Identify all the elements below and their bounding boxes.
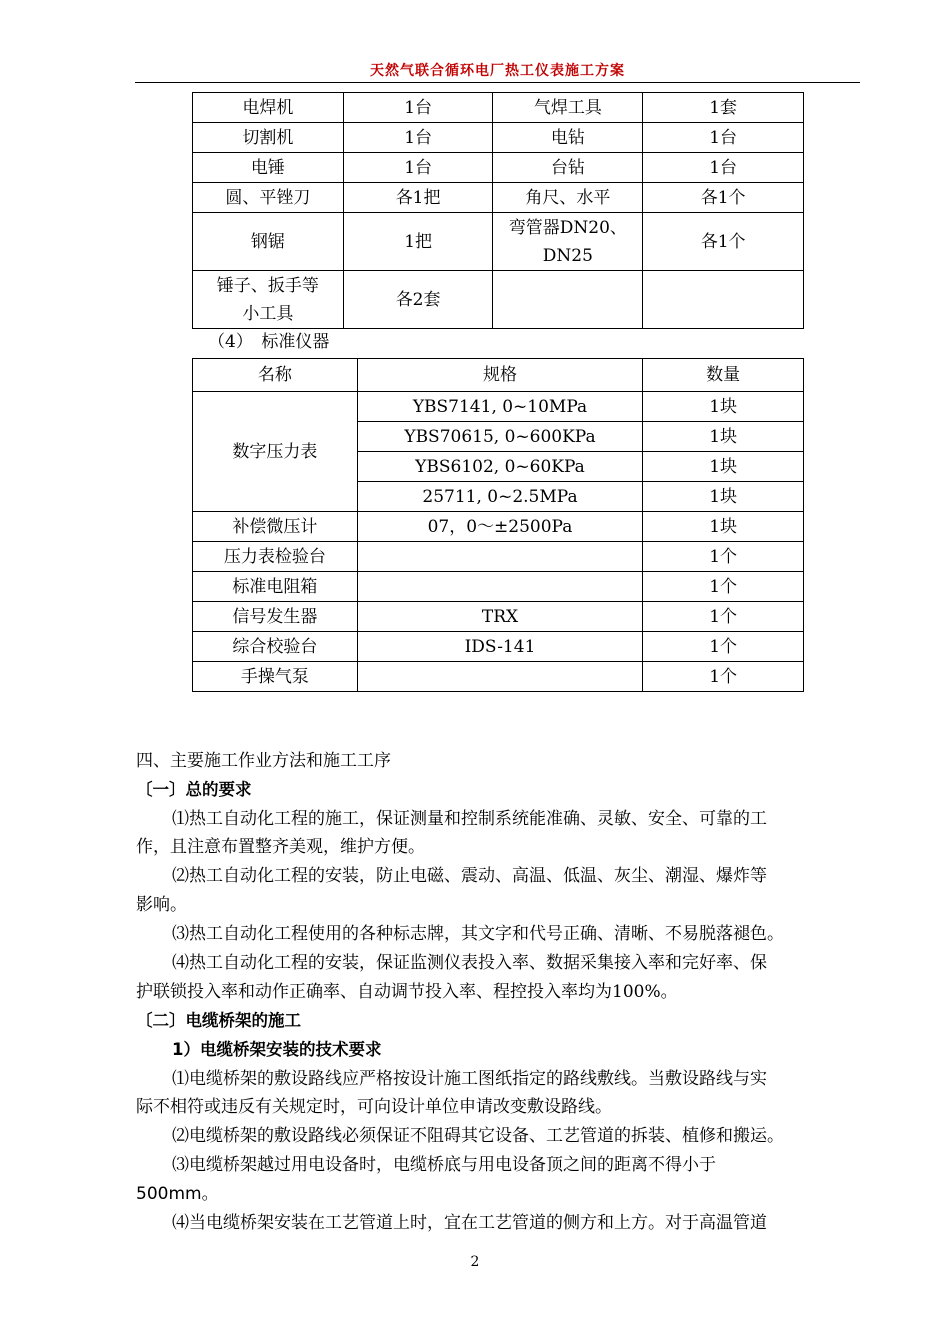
table-cell: 钢锯	[193, 213, 344, 271]
subsection-heading: 1）电缆桥架安装的技术要求	[172, 1040, 382, 1059]
table-cell: 各1把	[343, 183, 493, 213]
cell-line: 弯管器DN20、	[508, 217, 627, 238]
subsection-heading: 〔一〕总的要求	[136, 780, 252, 799]
table-cell: 切割机	[193, 123, 344, 153]
table-cell: 1块	[643, 452, 804, 482]
table-cell: 1个	[643, 542, 804, 572]
table-cell: 1台	[643, 153, 804, 183]
table-cell: 电焊机	[193, 93, 344, 123]
table-cell: TRX	[357, 602, 643, 632]
paragraph-line: ⑵电缆桥架的敷设路线必须保证不阻碍其它设备、工艺管道的拆装、植修和搬运。	[172, 1126, 784, 1146]
paragraph-line: ⑶热工自动化工程使用的各种标志牌，其文字和代号正确、清晰、不易脱落褪色。	[172, 924, 784, 944]
table-cell	[193, 271, 344, 329]
tools-table	[192, 92, 804, 329]
table-cell: 1个	[643, 632, 804, 662]
table-cell	[493, 271, 643, 329]
instruments-section-label: （4） 标准仪器	[208, 332, 330, 352]
column-header: 数量	[643, 359, 804, 392]
page-number: 2	[470, 1254, 480, 1270]
table-row	[193, 183, 804, 213]
subsection-heading: 〔二〕电缆桥架的施工	[136, 1011, 301, 1030]
paragraph-line: 作，且注意布置整齐美观，维护方便。	[136, 837, 425, 857]
cell-line: DN25	[542, 245, 593, 266]
paragraph-line: ⑴电缆桥架的敷设路线应严格按设计施工图纸指定的路线敷线。当敷设路线与实	[172, 1069, 767, 1089]
table-cell	[357, 662, 643, 692]
table-cell: 各1个	[643, 183, 804, 213]
column-header: 规格	[357, 359, 643, 392]
table-cell: 电锤	[193, 153, 344, 183]
table-row	[193, 392, 804, 422]
table-cell: 标准电阻箱	[193, 572, 358, 602]
table-cell: 1台	[643, 123, 804, 153]
table-row	[193, 153, 804, 183]
column-header: 名称	[193, 359, 358, 392]
table-cell: 1块	[643, 392, 804, 422]
table-cell	[643, 271, 804, 329]
table-cell: 1台	[343, 123, 493, 153]
cell-line: 小工具	[242, 303, 294, 324]
paragraph-line: 影响。	[136, 895, 187, 915]
table-cell: 1台	[343, 153, 493, 183]
table-cell	[357, 542, 643, 572]
table-cell: 1把	[343, 213, 493, 271]
table-header-row	[193, 359, 804, 392]
table-cell: YBS6102, 0~60KPa	[357, 452, 643, 482]
section-heading: 四、主要施工作业方法和施工工序	[136, 751, 391, 771]
paragraph-line: ⑶电缆桥架越过用电设备时，电缆桥底与用电设备顶之间的距离不得小于	[172, 1155, 716, 1175]
paragraph-line: 际不相符或违反有关规定时，可向设计单位申请改变敷设路线。	[136, 1097, 612, 1117]
table-cell: 25711, 0~2.5MPa	[357, 482, 643, 512]
table-row	[193, 662, 804, 692]
paragraph-line: 500mm。	[136, 1184, 219, 1204]
paragraph-line: 护联锁投入率和动作正确率、自动调节投入率、程控投入率均为100%。	[136, 982, 678, 1002]
paragraph-line: ⑷当电缆桥架安装在工艺管道上时，宜在工艺管道的侧方和上方。对于高温管道	[172, 1213, 767, 1233]
table-cell: 1个	[643, 662, 804, 692]
table-cell: 信号发生器	[193, 602, 358, 632]
table-cell: 综合校验台	[193, 632, 358, 662]
table-cell: 气焊工具	[493, 93, 643, 123]
table-cell: 各1个	[643, 213, 804, 271]
table-cell: 电钻	[493, 123, 643, 153]
table-cell: 圆、平锉刀	[193, 183, 344, 213]
table-row	[193, 213, 804, 271]
page-header	[135, 60, 860, 83]
table-cell: 压力表检验台	[193, 542, 358, 572]
table-cell: YBS7141, 0~10MPa	[357, 392, 643, 422]
table-cell: 07，0～±2500Pa	[357, 512, 643, 542]
table-cell: 1块	[643, 512, 804, 542]
table-row	[193, 632, 804, 662]
paragraph-line: ⑷热工自动化工程的安装，保证监测仪表投入率、数据采集接入率和完好率、保	[172, 953, 767, 973]
table-cell: 1个	[643, 602, 804, 632]
table-cell	[357, 572, 643, 602]
table-cell: 1套	[643, 93, 804, 123]
table-cell	[493, 213, 643, 271]
table-cell: 数字压力表	[193, 392, 358, 512]
table-row	[193, 542, 804, 572]
table-cell: 1台	[343, 93, 493, 123]
table-cell: IDS-141	[357, 632, 643, 662]
table-cell: 手操气泵	[193, 662, 358, 692]
table-cell: 角尺、水平	[493, 183, 643, 213]
table-cell: 1块	[643, 482, 804, 512]
table-row	[193, 123, 804, 153]
table-row	[193, 271, 804, 329]
table-cell: 补偿微压计	[193, 512, 358, 542]
table-row	[193, 512, 804, 542]
table-cell: YBS70615, 0~600KPa	[357, 422, 643, 452]
paragraph-line: ⑵热工自动化工程的安装，防止电磁、震动、高温、低温、灰尘、潮湿、爆炸等	[172, 866, 767, 886]
table-cell: 1块	[643, 422, 804, 452]
paragraph-line: ⑴热工自动化工程的施工，保证测量和控制系统能准确、灵敏、安全、可靠的工	[172, 809, 767, 829]
header-title: 天然气联合循环电厂热工仪表施工方案	[370, 63, 625, 79]
table-cell: 台钻	[493, 153, 643, 183]
table-row	[193, 93, 804, 123]
table-row	[193, 572, 804, 602]
table-cell: 1个	[643, 572, 804, 602]
instruments-table	[192, 358, 804, 692]
table-row	[193, 602, 804, 632]
table-cell: 各2套	[343, 271, 493, 329]
cell-line: 锤子、扳手等	[216, 275, 319, 296]
